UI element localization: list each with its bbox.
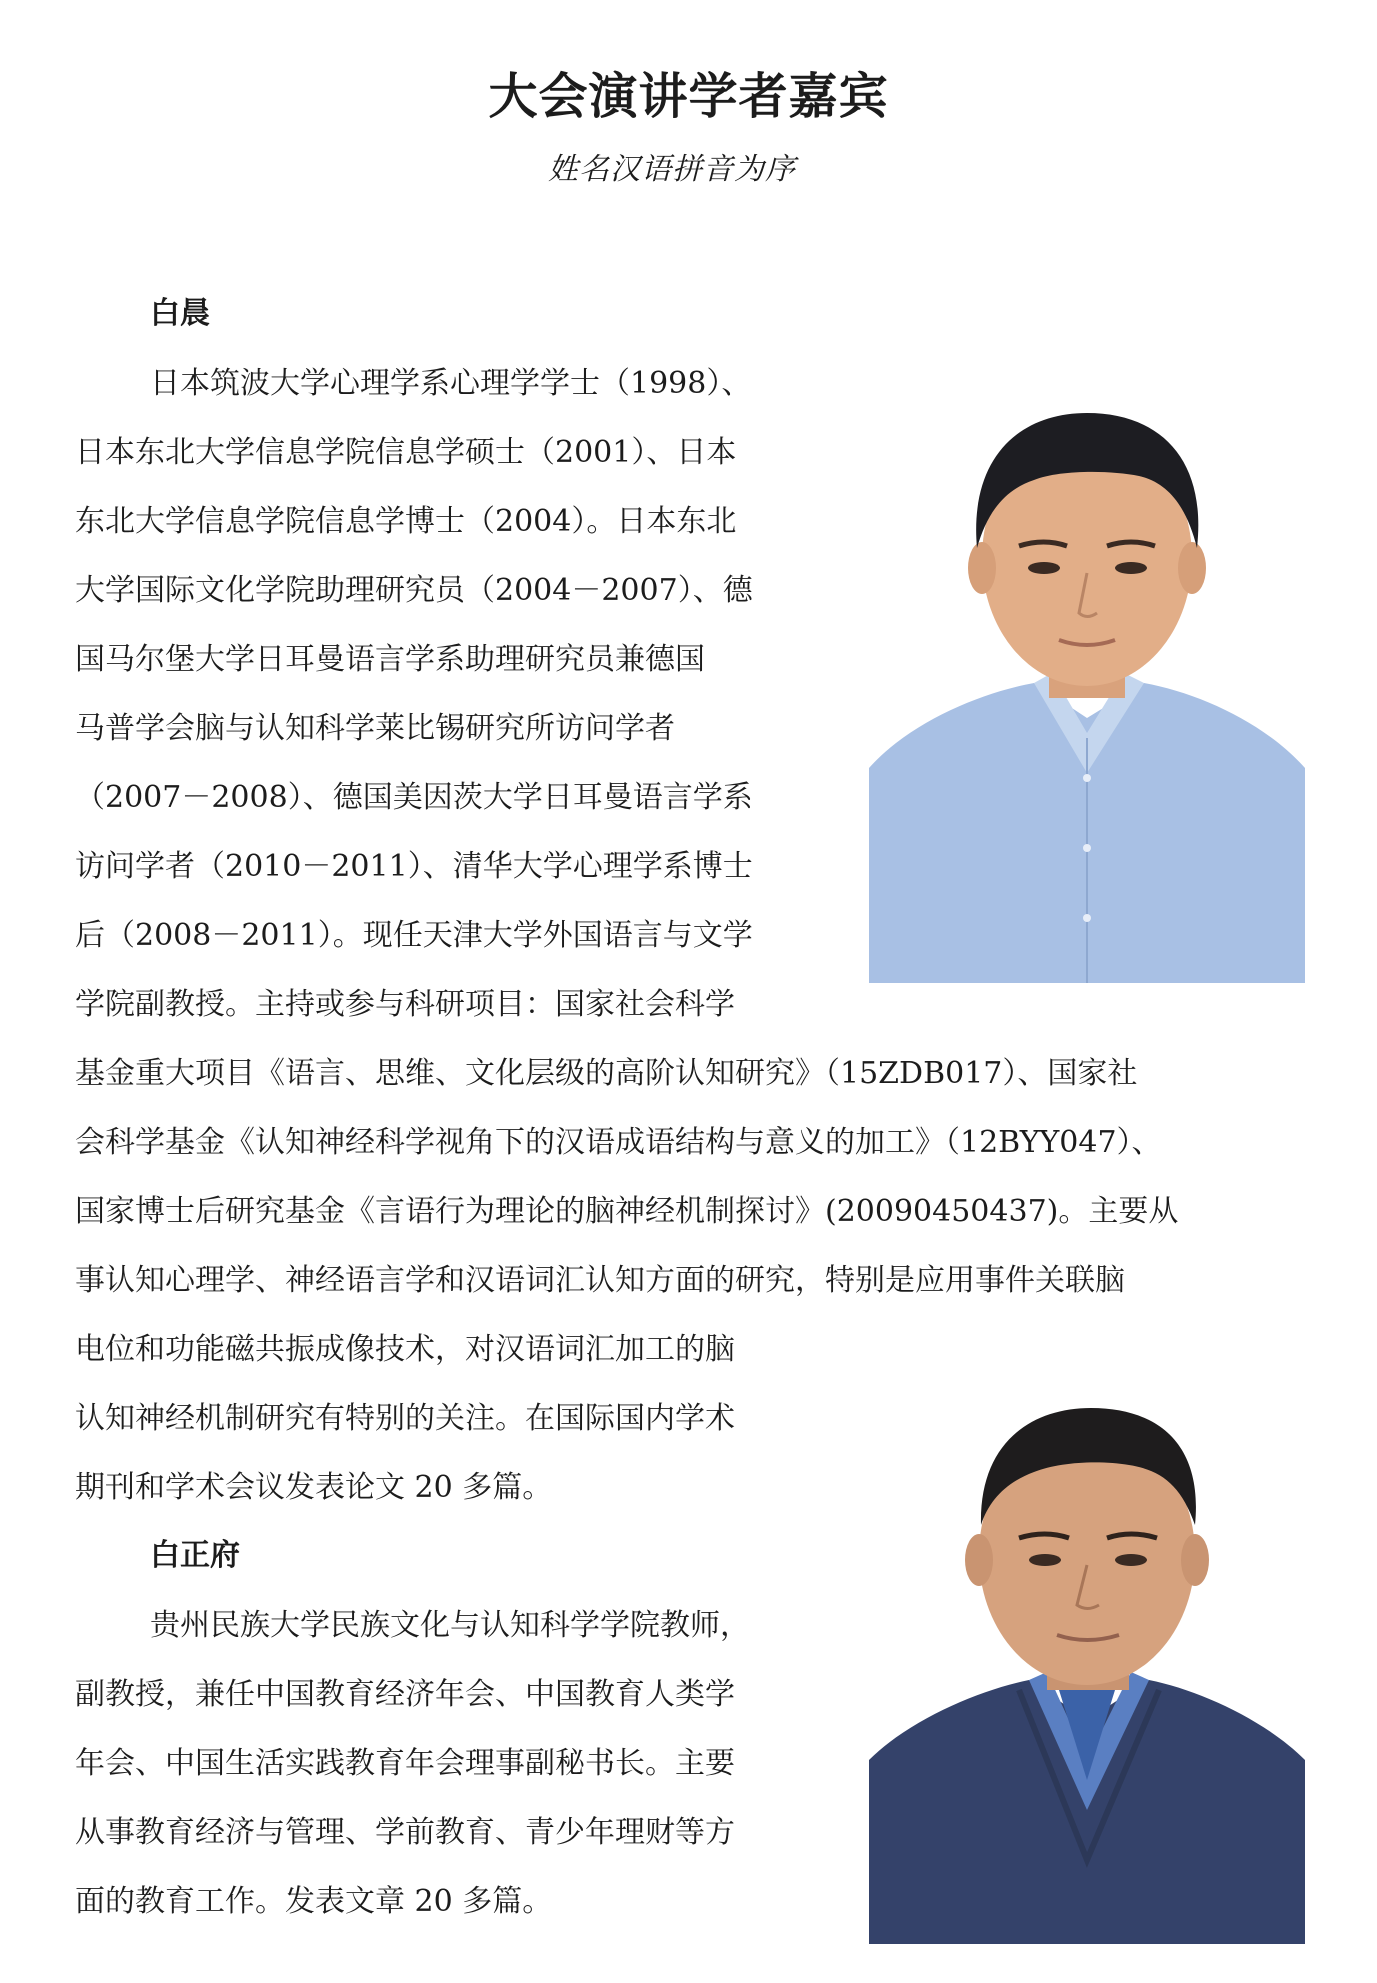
bio-line: 马普学会脑与认知科学莱比锡研究所访问学者 <box>75 711 675 746</box>
bio-line: 访问学者（2010－2011）、清华大学心理学系博士 <box>75 849 753 884</box>
bio-line: 日本东北大学信息学院信息学硕士（2001）、日本 <box>75 435 737 470</box>
bio-line: 电位和功能磁共振成像技术，对汉语词汇加工的脑 <box>75 1332 735 1367</box>
bio-line: 东北大学信息学院信息学博士（2004）。日本东北 <box>75 504 737 539</box>
speaker-photo <box>869 408 1305 983</box>
bio-line: 副教授，兼任中国教育经济年会、中国教育人类学 <box>75 1677 735 1712</box>
bio-line: 从事教育经济与管理、学前教育、青少年理财等方 <box>75 1815 735 1850</box>
bio-line: 事认知心理学、神经语言学和汉语词汇认知方面的研究，特别是应用事件关联脑 <box>75 1263 1125 1298</box>
speaker-photo <box>869 1390 1305 1944</box>
bio-line: 国马尔堡大学日耳曼语言学系助理研究员兼德国 <box>75 642 705 677</box>
page-subtitle: 姓名汉语拼音为序 <box>548 152 796 187</box>
bio-line: 期刊和学术会议发表论文 20 多篇。 <box>75 1470 553 1505</box>
bio-line: 会科学基金《认知神经科学视角下的汉语成语结构与意义的加工》（12BYY047）、 <box>75 1125 1162 1160</box>
speaker-name: 白正府 <box>150 1538 240 1573</box>
page-title: 大会演讲学者嘉宾 <box>488 68 889 125</box>
bio-line: 后（2008－2011）。现任天津大学外国语言与文学 <box>75 918 753 953</box>
bio-line: 年会、中国生活实践教育年会理事副秘书长。主要 <box>75 1746 735 1781</box>
bio-line: 大学国际文化学院助理研究员（2004－2007）、德 <box>75 573 753 608</box>
bio-line: 学院副教授。主持或参与科研项目：国家社会科学 <box>75 987 735 1022</box>
bio-line: （2007－2008）、德国美因茨大学日耳曼语言学系 <box>75 780 753 815</box>
bio-line: 国家博士后研究基金《言语行为理论的脑神经机制探讨》(20090450437)。主要从 <box>75 1194 1179 1229</box>
bio-line: 基金重大项目《语言、思维、文化层级的高阶认知研究》（15ZDB017）、国家社 <box>75 1056 1138 1091</box>
bio-line: 贵州民族大学民族文化与认知科学学院教师， <box>150 1608 750 1643</box>
bio-line: 面的教育工作。发表文章 20 多篇。 <box>75 1884 553 1919</box>
bio-line: 认知神经机制研究有特别的关注。在国际国内学术 <box>75 1401 735 1436</box>
speaker-name: 白晨 <box>150 296 210 331</box>
bio-line: 日本筑波大学心理学系心理学学士（1998）、 <box>150 366 752 401</box>
